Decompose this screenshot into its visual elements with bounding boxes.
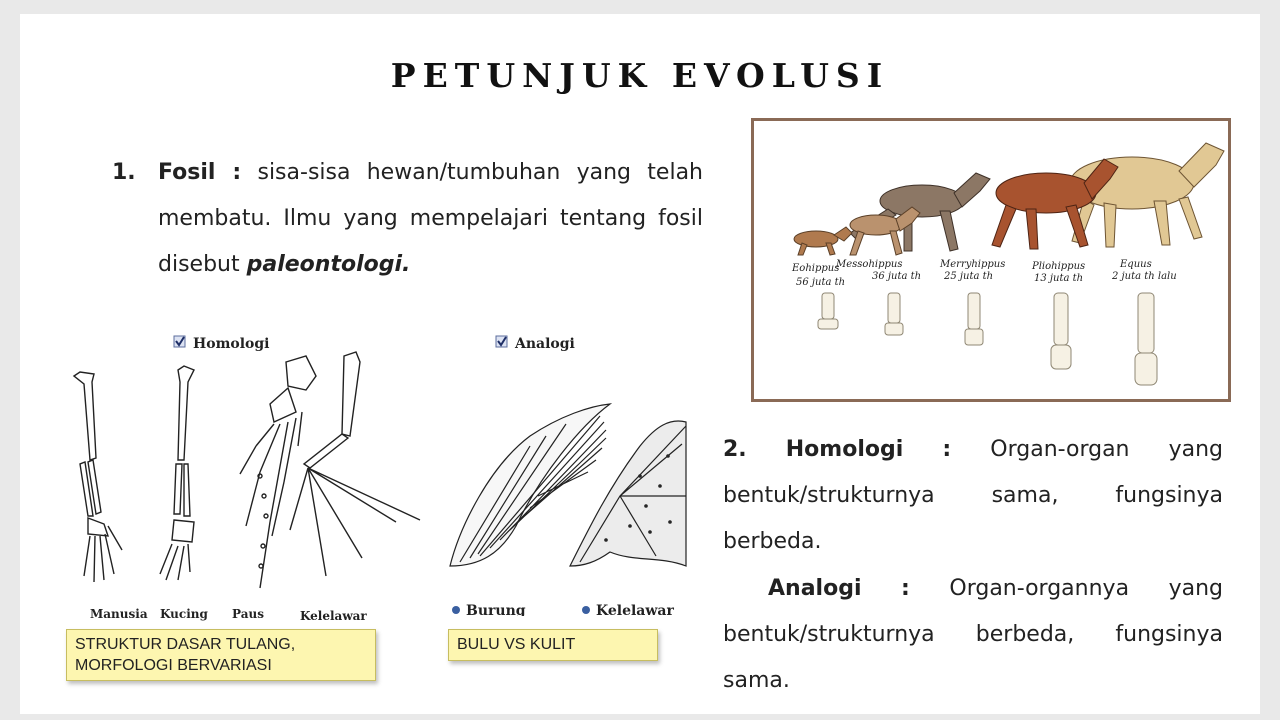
homologi-label-paus: Paus <box>232 607 264 621</box>
homologi-line1 <box>723 427 1223 565</box>
homologi-figure <box>60 326 440 626</box>
bullet-dot-icon <box>452 606 460 614</box>
horse-evolution-figure <box>751 118 1231 402</box>
fosil-desc: sisa-sisa hewan/tumbuhan yang telah membatu. Ilmu yang mempelajari tentang fosil disebut <box>158 160 704 277</box>
homologi-label-kelelawar: Kelelawar <box>300 609 367 623</box>
species-age: 13 juta th <box>1034 273 1084 284</box>
foot-bones <box>818 293 1157 385</box>
eohippus-foot <box>818 293 838 329</box>
homologi-desc: Organ-organ yang bentuk/strukturnya sama, fungsinya berbeda. <box>723 437 1223 554</box>
whale-flipper-bones <box>240 356 316 588</box>
eohippus-horse <box>794 227 852 255</box>
homologi-caption-line2: MORFOLOGI BERVARIASI <box>75 657 272 674</box>
fosil-paragraph <box>158 150 703 288</box>
analogi-label-burung: Burung <box>466 603 526 616</box>
species-age: 56 juta th <box>796 277 846 288</box>
analogi-colon: : <box>901 576 910 601</box>
fosil-number: 1. <box>112 160 136 185</box>
fosil-term: Fosil : <box>158 160 242 185</box>
merychippus-foot <box>965 293 983 345</box>
limb-bone-drawings <box>74 352 420 588</box>
analogi-header: Analogi <box>515 336 575 352</box>
slide <box>20 14 1260 714</box>
species-age: 25 juta th <box>944 271 994 282</box>
homologi-definition <box>723 427 1223 565</box>
pliohippus-foot <box>1051 293 1071 369</box>
page-title: PETUNJUK EVOLUSI <box>390 56 890 95</box>
homologi-term: Homologi <box>785 437 904 462</box>
horse-evolution-illustration <box>754 121 1228 399</box>
homologi-label-manusia: Manusia <box>90 607 148 621</box>
homologi-caption-line1: STRUKTUR DASAR TULANG, <box>75 636 296 653</box>
homologi-number: 2. <box>723 437 747 462</box>
mesohippus-foot <box>885 293 903 335</box>
species-age: 36 juta th <box>872 271 922 282</box>
species-name: Merryhippus <box>940 259 1006 270</box>
bullet-dot-icon <box>582 606 590 614</box>
species-name: Messohippus <box>836 259 903 270</box>
analogi-label-kelelawar: Kelelawar <box>596 603 674 616</box>
species-age: 2 juta th lalu <box>1112 271 1177 282</box>
fosil-emphasis: paleontologi. <box>246 252 411 277</box>
species-name: Eohippus <box>792 263 840 274</box>
species-name: Equus <box>1120 259 1152 270</box>
species-name: Pliohippus <box>1032 261 1086 272</box>
cat-leg-bones <box>160 366 194 580</box>
analogi-figure <box>420 326 690 616</box>
equus-foot <box>1135 293 1157 385</box>
analogi-definition <box>723 566 1223 704</box>
homologi-caption <box>66 629 376 681</box>
homologi-label-kucing: Kucing <box>160 607 208 621</box>
analogi-term: Analogi <box>768 576 862 601</box>
homologi-colon: : <box>942 437 952 462</box>
homologi-header: Homologi <box>193 336 270 352</box>
bat-wing-drawing <box>570 421 686 566</box>
analogi-desc: Organ-organnya yang bentuk/strukturnya berbeda, fungsinya sama. <box>723 576 1223 693</box>
merychippus-horse <box>850 173 990 251</box>
analogi-caption: BULU VS KULIT <box>448 629 658 661</box>
human-arm-bones <box>74 372 122 582</box>
